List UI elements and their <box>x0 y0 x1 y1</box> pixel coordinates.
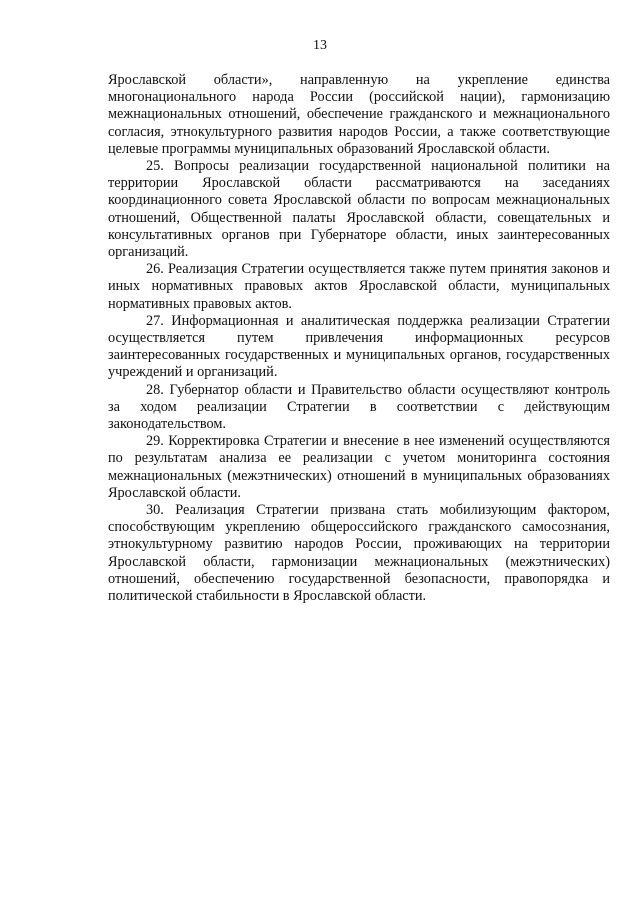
paragraph-item-30: 30. Реализация Стратегии призвана стать мобилизующим фактором, способствующим укреплению общероссийского гражданского самосознания, этнокультурному развитию народов России, проживающих на территории Ярославской области, гармонизации межнациональных (межэтнических) отношений, обеспечению государственной безопасности, правопорядка и политической стабильности в Ярославской области. <box>108 502 610 605</box>
paragraph-item-29: 29. Корректировка Стратегии и внесение в нее изменений осуществляются по результатам анализа ее реализации с учетом мониторинга состояния межнациональных (межэтнических) отношений в муниципальных образованиях Ярославской области. <box>108 433 610 501</box>
document-body <box>108 72 610 605</box>
paragraph-continuation: Ярославской области», направленную на укрепление единства многонационального народа России (российской нации), гармонизацию межнациональных отношений, обеспечение гражданского и межнационального согласия, этнокультурного развития народов России, а также соответствующие целевые программы муниципальных образований Ярославской области. <box>108 72 610 157</box>
paragraph-item-28: 28. Губернатор области и Правительство области осуществляют контроль за ходом реализации Стратегии в соответствии с действующим законодательством. <box>108 381 610 433</box>
page-number: 13 <box>313 38 327 53</box>
paragraph-item-27: 27. Информационная и аналитическая поддержка реализации Стратегии осуществляется путем привлечения информационных ресурсов заинтересованных государственных и муниципальных органов, государственных учреждений и организаций. <box>108 312 610 381</box>
paragraph-item-25: 25. Вопросы реализации государственной национальной политики на территории Ярославской области рассматриваются на заседаниях координационного совета Ярославской области по вопросам межнациональных отношений, Общественной палаты Ярославской области, совещательных и консультативных органов при Губернаторе области, иных заинтересованных организаций. <box>108 158 610 261</box>
paragraph-item-26: 26. Реализация Стратегии осуществляется также путем принятия законов и иных нормативных правовых актов Ярославской области, муниципальных нормативных правовых актов. <box>108 261 610 312</box>
